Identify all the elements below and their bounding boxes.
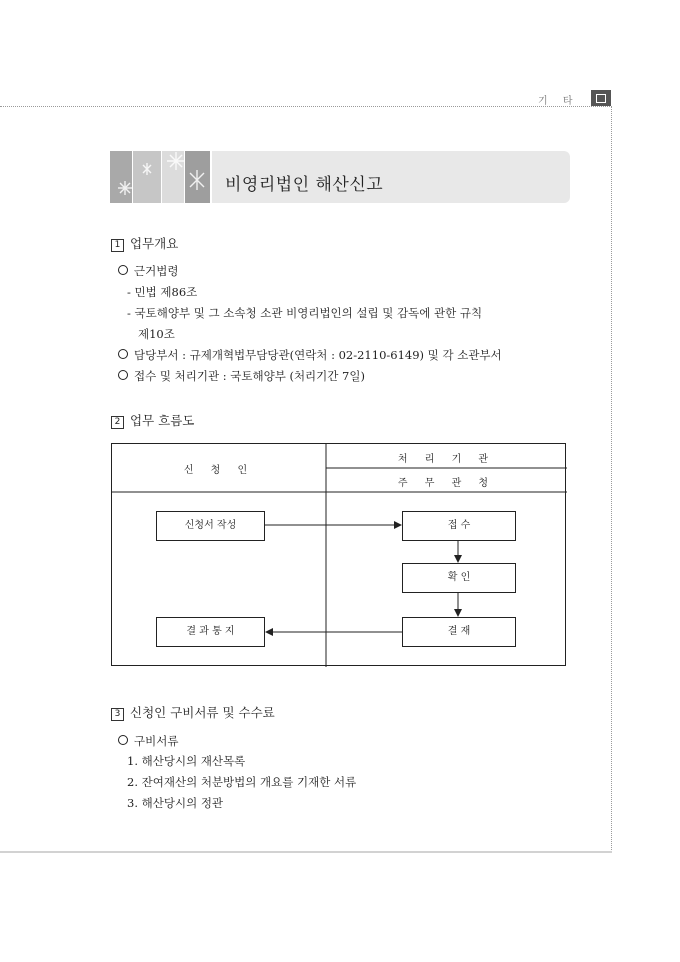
arrowhead-icon: [265, 628, 273, 636]
bullet-circle-icon: [118, 735, 128, 745]
section3-number: 3: [111, 708, 124, 721]
bullet-circle-icon: [118, 265, 128, 275]
flowchart: [111, 443, 566, 666]
box-write: 신청서 작성: [156, 511, 265, 541]
basis-title-text: 근거법령: [134, 264, 179, 278]
bullet-circle-icon: [118, 370, 128, 380]
section2-number: 2: [111, 416, 124, 429]
basis-title: [118, 263, 178, 279]
agency-line: [118, 368, 365, 384]
basis-item: - 국토해양부 및 그 소속청 소관 비영리법인의 설립 및 감독에 관한 규칙: [127, 306, 483, 320]
doc-item: 2. 잔여재산의 처분방법의 개요를 기재한 서류: [127, 775, 357, 789]
docs-title: [118, 733, 178, 749]
bullet-circle-icon: [118, 349, 128, 359]
top-dotted-rule: [0, 106, 612, 107]
section-label: 기 타: [538, 96, 579, 107]
col-agency: 처 리 기 관: [397, 454, 496, 465]
box-notify: 결 과 통 지: [156, 617, 265, 647]
flower-icon: [110, 151, 210, 203]
section2-heading: [111, 411, 194, 429]
arrowhead-icon: [394, 521, 402, 529]
box-confirm: 확 인: [402, 563, 516, 593]
col-agency-sub: 주 무 관 청: [397, 478, 496, 489]
basis-item: 제10조: [138, 327, 175, 341]
dept-line-text: 담당부서 : 규제개혁법무담당관(연락처 : 02-2110-6149) 및 각 소관부서: [134, 348, 502, 362]
agency-line-text: 접수 및 처리기관 : 국토해양부 (처리기간 7일): [134, 369, 365, 383]
doc-item: 3. 해산당시의 정관: [127, 796, 224, 810]
section1-number: 1: [111, 239, 124, 252]
box-receive: 접 수: [402, 511, 516, 541]
bottom-rule: [0, 851, 612, 853]
dept-line: [118, 347, 502, 363]
right-dotted-rule: [611, 106, 612, 852]
doc-item: 1. 해산당시의 재산목록: [127, 754, 246, 768]
arrowhead-icon: [454, 609, 462, 617]
box-approve: 결 재: [402, 617, 516, 647]
docs-title-text: 구비서류: [134, 734, 179, 748]
banner-decoration: [110, 151, 210, 203]
section3-heading: [111, 703, 275, 721]
basis-item: - 민법 제86조: [127, 285, 198, 299]
col-applicant: 신 청 인: [183, 465, 255, 476]
page-title: 비영리법인 해산신고: [225, 175, 384, 195]
arrowhead-icon: [454, 555, 462, 563]
section1-heading-text: 업무개요: [130, 236, 179, 251]
section-marker-icon: [591, 90, 611, 106]
section3-heading-text: 신청인 구비서류 및 수수료: [130, 705, 275, 720]
section2-heading-text: 업무 흐름도: [130, 413, 195, 428]
section1-heading: [111, 234, 178, 252]
